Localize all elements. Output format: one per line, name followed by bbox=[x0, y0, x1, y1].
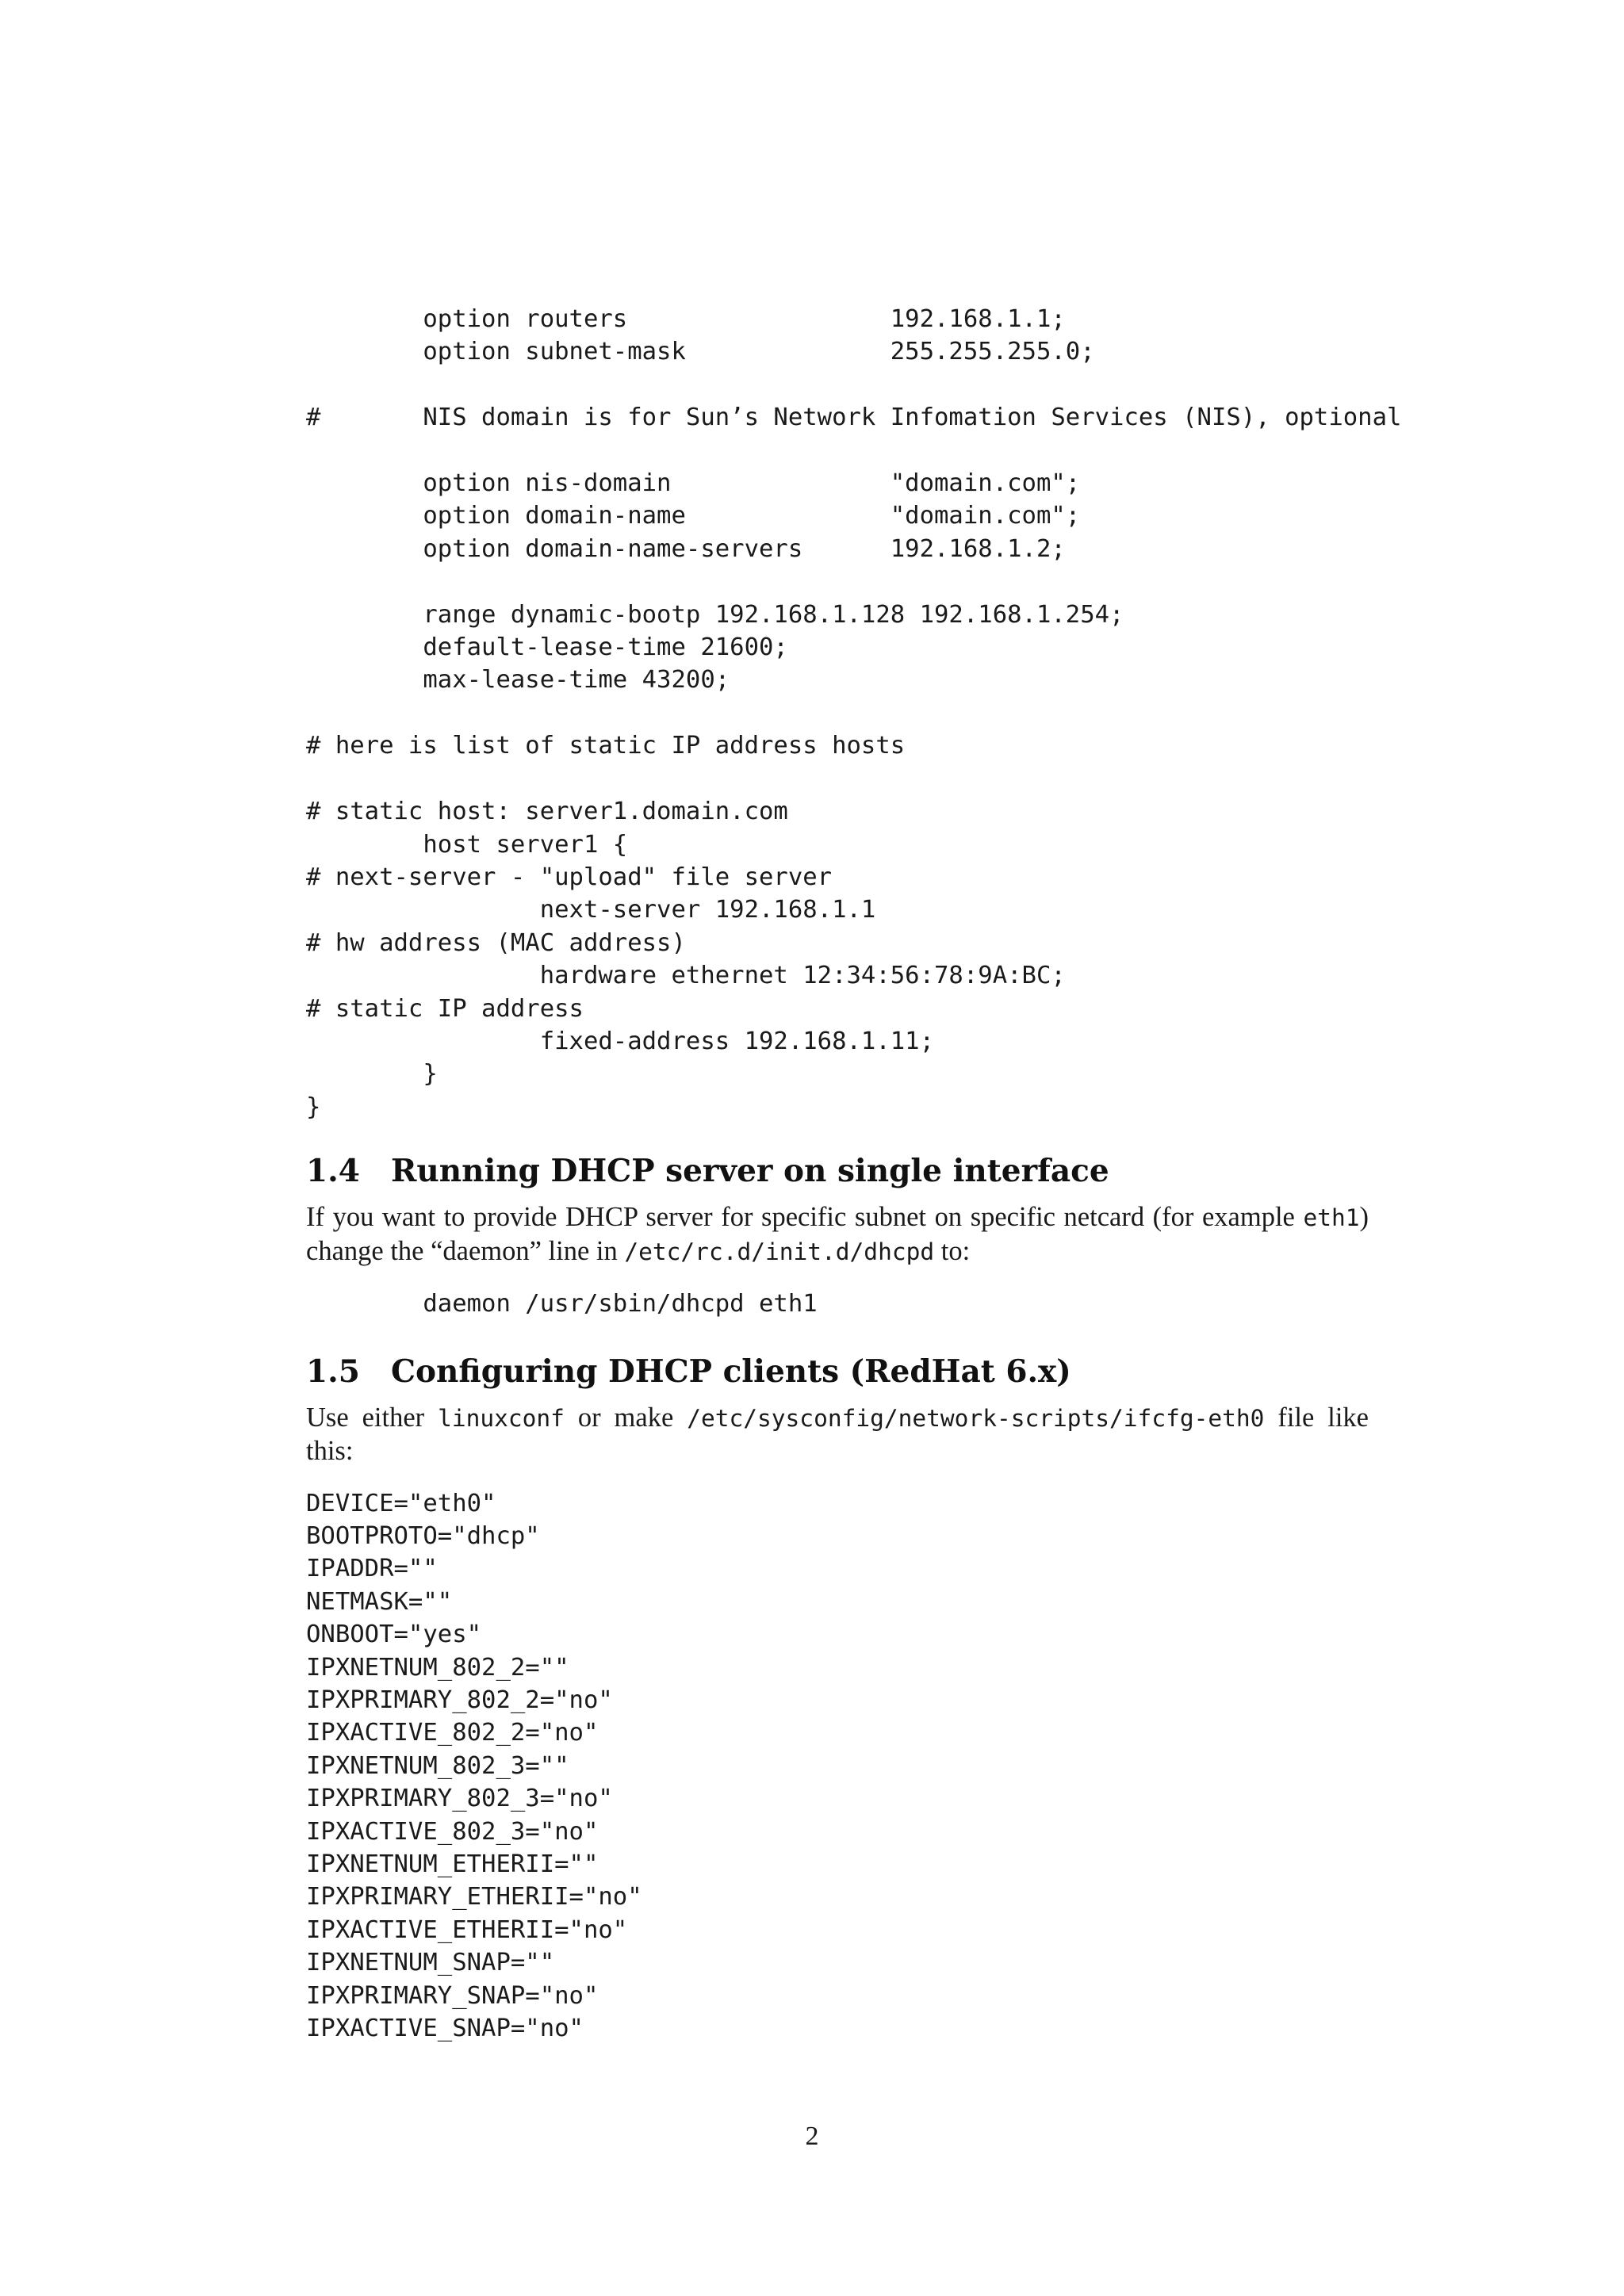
section-1-4-title: Running DHCP server on single interface bbox=[391, 1153, 1109, 1190]
section-1-5-paragraph bbox=[306, 1402, 1369, 1468]
para-text: If you want to provide DHCP server for specific subnet on specific netcard (for example bbox=[306, 1202, 1304, 1233]
ifcfg-eth0-code-block: DEVICE="eth0" BOOTPROTO="dhcp" IPADDR="" NETMASK="" ONBOOT="yes" IPXNETNUM_802_2="" IPXPRIMARY_802_2="no" IPXACTIVE_802_2="no" IPXNETNUM_802_3="" IPXPRIMARY_802_3="no" IPXACTIVE_802_3="no" IPXNETNUM_ETHERII="" IPXPRIMARY_ETHERII="no" IPXACTIVE_ETHERII="no" IPXNETNUM_SNAP="" IPXPRIMARY_SNAP="no" IPXACTIVE_SNAP="no" bbox=[306, 1489, 642, 2043]
para-text: file like this: bbox=[306, 1402, 1369, 1467]
section-1-5-title: Configuring DHCP clients (RedHat 6.x) bbox=[391, 1353, 1071, 1390]
inline-code-linuxconf: linuxconf bbox=[438, 1404, 565, 1432]
para-text: ) change the “daemon” line in bbox=[306, 1202, 1369, 1266]
daemon-code-block: daemon /usr/sbin/dhcpd eth1 bbox=[306, 1290, 818, 1318]
para-text: Use either bbox=[306, 1402, 439, 1433]
para-text: or make bbox=[564, 1402, 688, 1433]
inline-code-eth1: eth1 bbox=[1303, 1204, 1360, 1232]
section-1-4-heading bbox=[306, 1152, 1369, 1190]
section-1-5-heading bbox=[306, 1353, 1369, 1391]
section-1-4-number: 1.4 bbox=[306, 1153, 360, 1190]
page-content bbox=[306, 303, 1402, 2045]
inline-code-ifcfg-path: /etc/sysconfig/network-scripts/ifcfg-eth0 bbox=[687, 1404, 1265, 1432]
section-1-4-paragraph bbox=[306, 1201, 1369, 1269]
inline-code-dhcpd-path: /etc/rc.d/init.d/dhcpd bbox=[624, 1238, 935, 1265]
para-text: to: bbox=[934, 1235, 971, 1266]
section-1-5-number: 1.5 bbox=[306, 1353, 360, 1390]
dhcpd-conf-code-block: option routers 192.168.1.1; option subnet-mask 255.255.255.0; # NIS domain is for Sun’s Network Infomation Services (NIS), optional option nis-domain "domain.com"; option domain-name "domain.com"; option domain-name-servers 192.168.1.2; range dynamic-bootp 192.168.1.128 192.168.1.254; default-lease-time 21600; max-lease-time 43200; # here is list of static IP address hosts # static host: server1.domain.com host server1 { # next-server - "upload" file server next-server 192.168.1.1 # hw address (MAC address) hardware ethernet 12:34:56:78:9A:BC; # static IP address fixed-address 192.168.1.11; } } bbox=[306, 305, 1402, 1121]
page-number: 2 bbox=[805, 2122, 819, 2151]
